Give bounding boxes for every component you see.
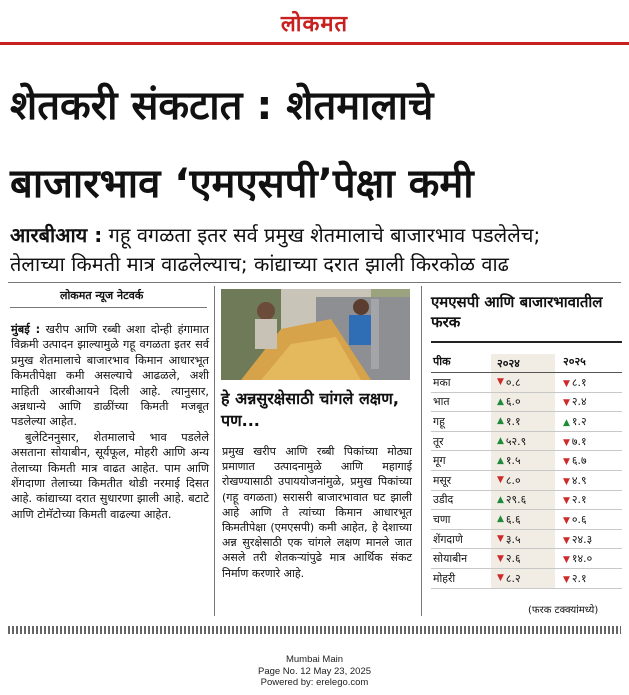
cell-2025-value: २४.३ [571,532,593,546]
crop-name [431,414,491,429]
paragraph-1: खरीप आणि रब्बी अशा दोन्ही हंगामात विक्रमी उत्पादन झाल्यामुळे गहू वगळता इतर सर्व प्रमुख शेतमालाचे बाजारभाव किमान आधारभूत किमतीपेक्षा कमी असल्याचे आढळले, अशी माहिती आरबीआयने दिली आहे. त्यानुसार, अन्नधान्ये आणि डाळींच्या किमती मजबूत पडलेल्या आहेत. [11,323,209,429]
crop-name-value: मूग [433,454,446,468]
crop-name-value: गहू [433,414,445,428]
cell-2025-value: २.१ [571,493,587,507]
up-arrow-icon: ▲ [563,417,570,428]
cell-2024 [491,569,555,588]
header-crop: पीक [433,355,451,368]
cell-2025-value: ०.६ [571,512,587,526]
article-column-1 [11,322,209,522]
up-arrow-icon: ▲ [497,514,504,525]
up-arrow-icon: ▲ [497,494,504,505]
cell-2024 [491,412,555,431]
cell-2025 [555,512,622,527]
subhead-line-2: तेलाच्या किमती मात्र वाढलेल्याच; कांद्याच्या दरात झाली किरकोळ वाढ [10,252,509,276]
down-arrow-icon: ▼ [563,515,570,526]
cell-2025 [555,394,622,409]
headline-line-1: शेतकरी संकटात : शेतमालाचे [10,83,434,129]
section-divider [8,282,621,283]
table-row [431,569,622,589]
cell-2024-value: ०.८ [505,375,521,389]
paragraph-3: प्रमुख खरीप आणि रब्बी पिकांच्या मोठ्या प्रमाणात उत्पादनामुळे आणि महागाई रोखण्यासाठी उपाययोजनांमुळे, प्रमुख पिकांच्या (गहू वगळता) सरासरी बाजारभावात घट झाली आहे आणि ते त्यांच्या किमान आधारभूत किमतीपेक्षा (एमएसपी) कमी आहेत, हे देशाच्या अन्न सुरक्षेसाठी एक चांगले लक्षण मानले जात असले तरी शेतकऱ्यांपुढे मात्र आर्थिक संकट निर्माण करणारे आहे. [222,445,412,580]
subhead-text-1: गहू वगळता इतर सर्व प्रमुख शेतमालाचे बाजारभाव पडलेलेच; [102,223,541,247]
cell-2024-value: ८.२ [505,571,521,585]
cell-2025-value: २.१ [571,571,587,585]
cell-2025 [555,434,622,449]
crop-name-value: मोहरी [433,571,456,585]
crop-name-value: तूर [433,434,444,448]
cell-2024-value: २९.६ [505,493,527,507]
crop-name-value: चणा [433,512,451,526]
footer-page-date: Page No. 12 May 23, 2025 [257,666,372,677]
cell-2024-value: ६.६ [505,512,521,526]
cell-2024 [491,549,555,568]
cell-2025-value: १.२ [571,414,587,428]
cell-2024-value: ३.५ [505,532,521,546]
up-arrow-icon: ▲ [497,416,504,427]
crop-name-value: उडीद [433,493,454,507]
table-row [431,549,622,569]
up-arrow-icon: ▲ [497,436,504,447]
down-arrow-icon: ▼ [563,437,570,448]
up-arrow-icon: ▲ [497,455,504,466]
down-arrow-icon: ▼ [563,496,570,507]
cell-2025-value: ८.१ [571,375,587,389]
subhead-line-1 [10,222,625,248]
cell-2025 [555,453,622,468]
msp-table [431,354,622,589]
table-row [431,412,622,432]
sub-heading: हे अन्नसुरक्षेसाठी चांगले लक्षण, पण... [221,389,399,430]
down-arrow-icon: ▼ [497,475,504,486]
cell-2025 [555,414,622,429]
footer-powered-by: Powered by: erelego.com [260,677,369,688]
cell-2024-value: ५२.९ [505,434,527,448]
byline-rule [10,307,207,308]
down-arrow-icon: ▼ [497,534,504,545]
down-arrow-icon: ▼ [563,555,570,566]
cell-2025-value: ६.७ [571,454,587,468]
table-body [431,373,622,589]
table-row [431,510,622,530]
cell-2025 [555,571,622,586]
header-2024: २०२४ [491,354,555,372]
byline: लोकमत न्यूज नेटवर्क [60,289,144,302]
cell-2024-value: १.५ [505,454,521,468]
cell-2024 [491,510,555,529]
crop-name [431,375,491,390]
table-title-rule [431,341,622,343]
crop-name-value: मसूर [433,473,452,487]
table-row [431,373,622,393]
headline-line-2: बाजारभाव ‘एमएसपी’पेक्षा कमी [10,161,474,207]
cell-2025 [555,532,622,547]
newspaper-logo: लोकमत [280,12,349,37]
cell-2025 [555,551,622,566]
cell-2024 [491,471,555,490]
down-arrow-icon: ▼ [497,553,504,564]
cell-2024-value: ६.० [505,395,521,409]
table-row [431,451,622,471]
cell-2024 [491,451,555,470]
cell-2025-value: ४.९ [571,473,587,487]
masthead-rule [0,42,629,45]
down-arrow-icon: ▼ [563,535,570,546]
news-photo [221,289,410,380]
header-2025: २०२५ [563,355,586,368]
crop-name [431,453,491,468]
cell-2025-value: ७.१ [571,434,587,448]
down-arrow-icon: ▼ [497,573,504,584]
table-row [431,530,622,550]
down-arrow-icon: ▼ [563,574,570,585]
table-note: (फरक टक्क्यांमध्ये) [528,605,599,616]
down-arrow-icon: ▼ [563,457,570,468]
down-arrow-icon: ▼ [497,377,504,388]
down-arrow-icon: ▼ [563,476,570,487]
table-row [431,491,622,511]
cell-2024-value: १.१ [505,414,521,428]
crop-name [431,571,491,586]
column-divider-1 [214,286,215,616]
dateline: मुंबई : [11,323,41,336]
cell-2024 [491,373,555,392]
paragraph-2: बुलेटिननुसार, शेतमालाचे भाव पडलेले असताना सोयाबीन, सूर्यफूल, मोहरी आणि अन्य तेलाच्या किमती मात्र वाढत आहेत. पाम आणि शेंगदाणा तेलाच्या किमतीत थोडी नरमाई दिसत आहे. कांद्याच्या दरात सुधारणा झाली आहे. बटाटे आणि टोमॅटोच्या किमती वाढल्या आहेत. [11,430,209,521]
subhead-lead: आरबीआय : [10,223,103,247]
table-title: एमएसपी आणि बाजारभावातील फरक [431,293,603,331]
crop-name-value: मका [433,375,451,389]
crop-name [431,512,491,527]
cell-2025-value: १४.० [571,552,593,566]
table-header-row [431,354,622,373]
column-divider-2 [421,286,422,616]
table-row [431,471,622,491]
crop-name [431,492,491,507]
down-arrow-icon: ▼ [563,398,570,409]
table-row [431,432,622,452]
crop-name [431,473,491,488]
crop-name [431,434,491,449]
crop-name [431,394,491,409]
cell-2025 [555,375,622,390]
cell-2024 [491,491,555,510]
table-row [431,393,622,413]
down-arrow-icon: ▼ [563,378,570,389]
page-separator [8,626,621,634]
crop-name-value: भात [433,395,450,409]
cell-2025 [555,492,622,507]
crop-name-value: सोयाबीन [433,552,468,566]
cell-2024-value: २.६ [505,552,521,566]
cell-2025 [555,473,622,488]
grain-photo-illustration [221,289,410,380]
cell-2025-value: २.४ [571,395,587,409]
cell-2024 [491,432,555,451]
cell-2024-value: ८.० [505,473,521,487]
cell-2024 [491,393,555,412]
crop-name [431,532,491,547]
crop-name [431,551,491,566]
footer-edition: Mumbai Main [285,654,344,665]
cell-2024 [491,530,555,549]
up-arrow-icon: ▲ [497,396,504,407]
crop-name-value: शेंगदाणे [433,532,463,546]
